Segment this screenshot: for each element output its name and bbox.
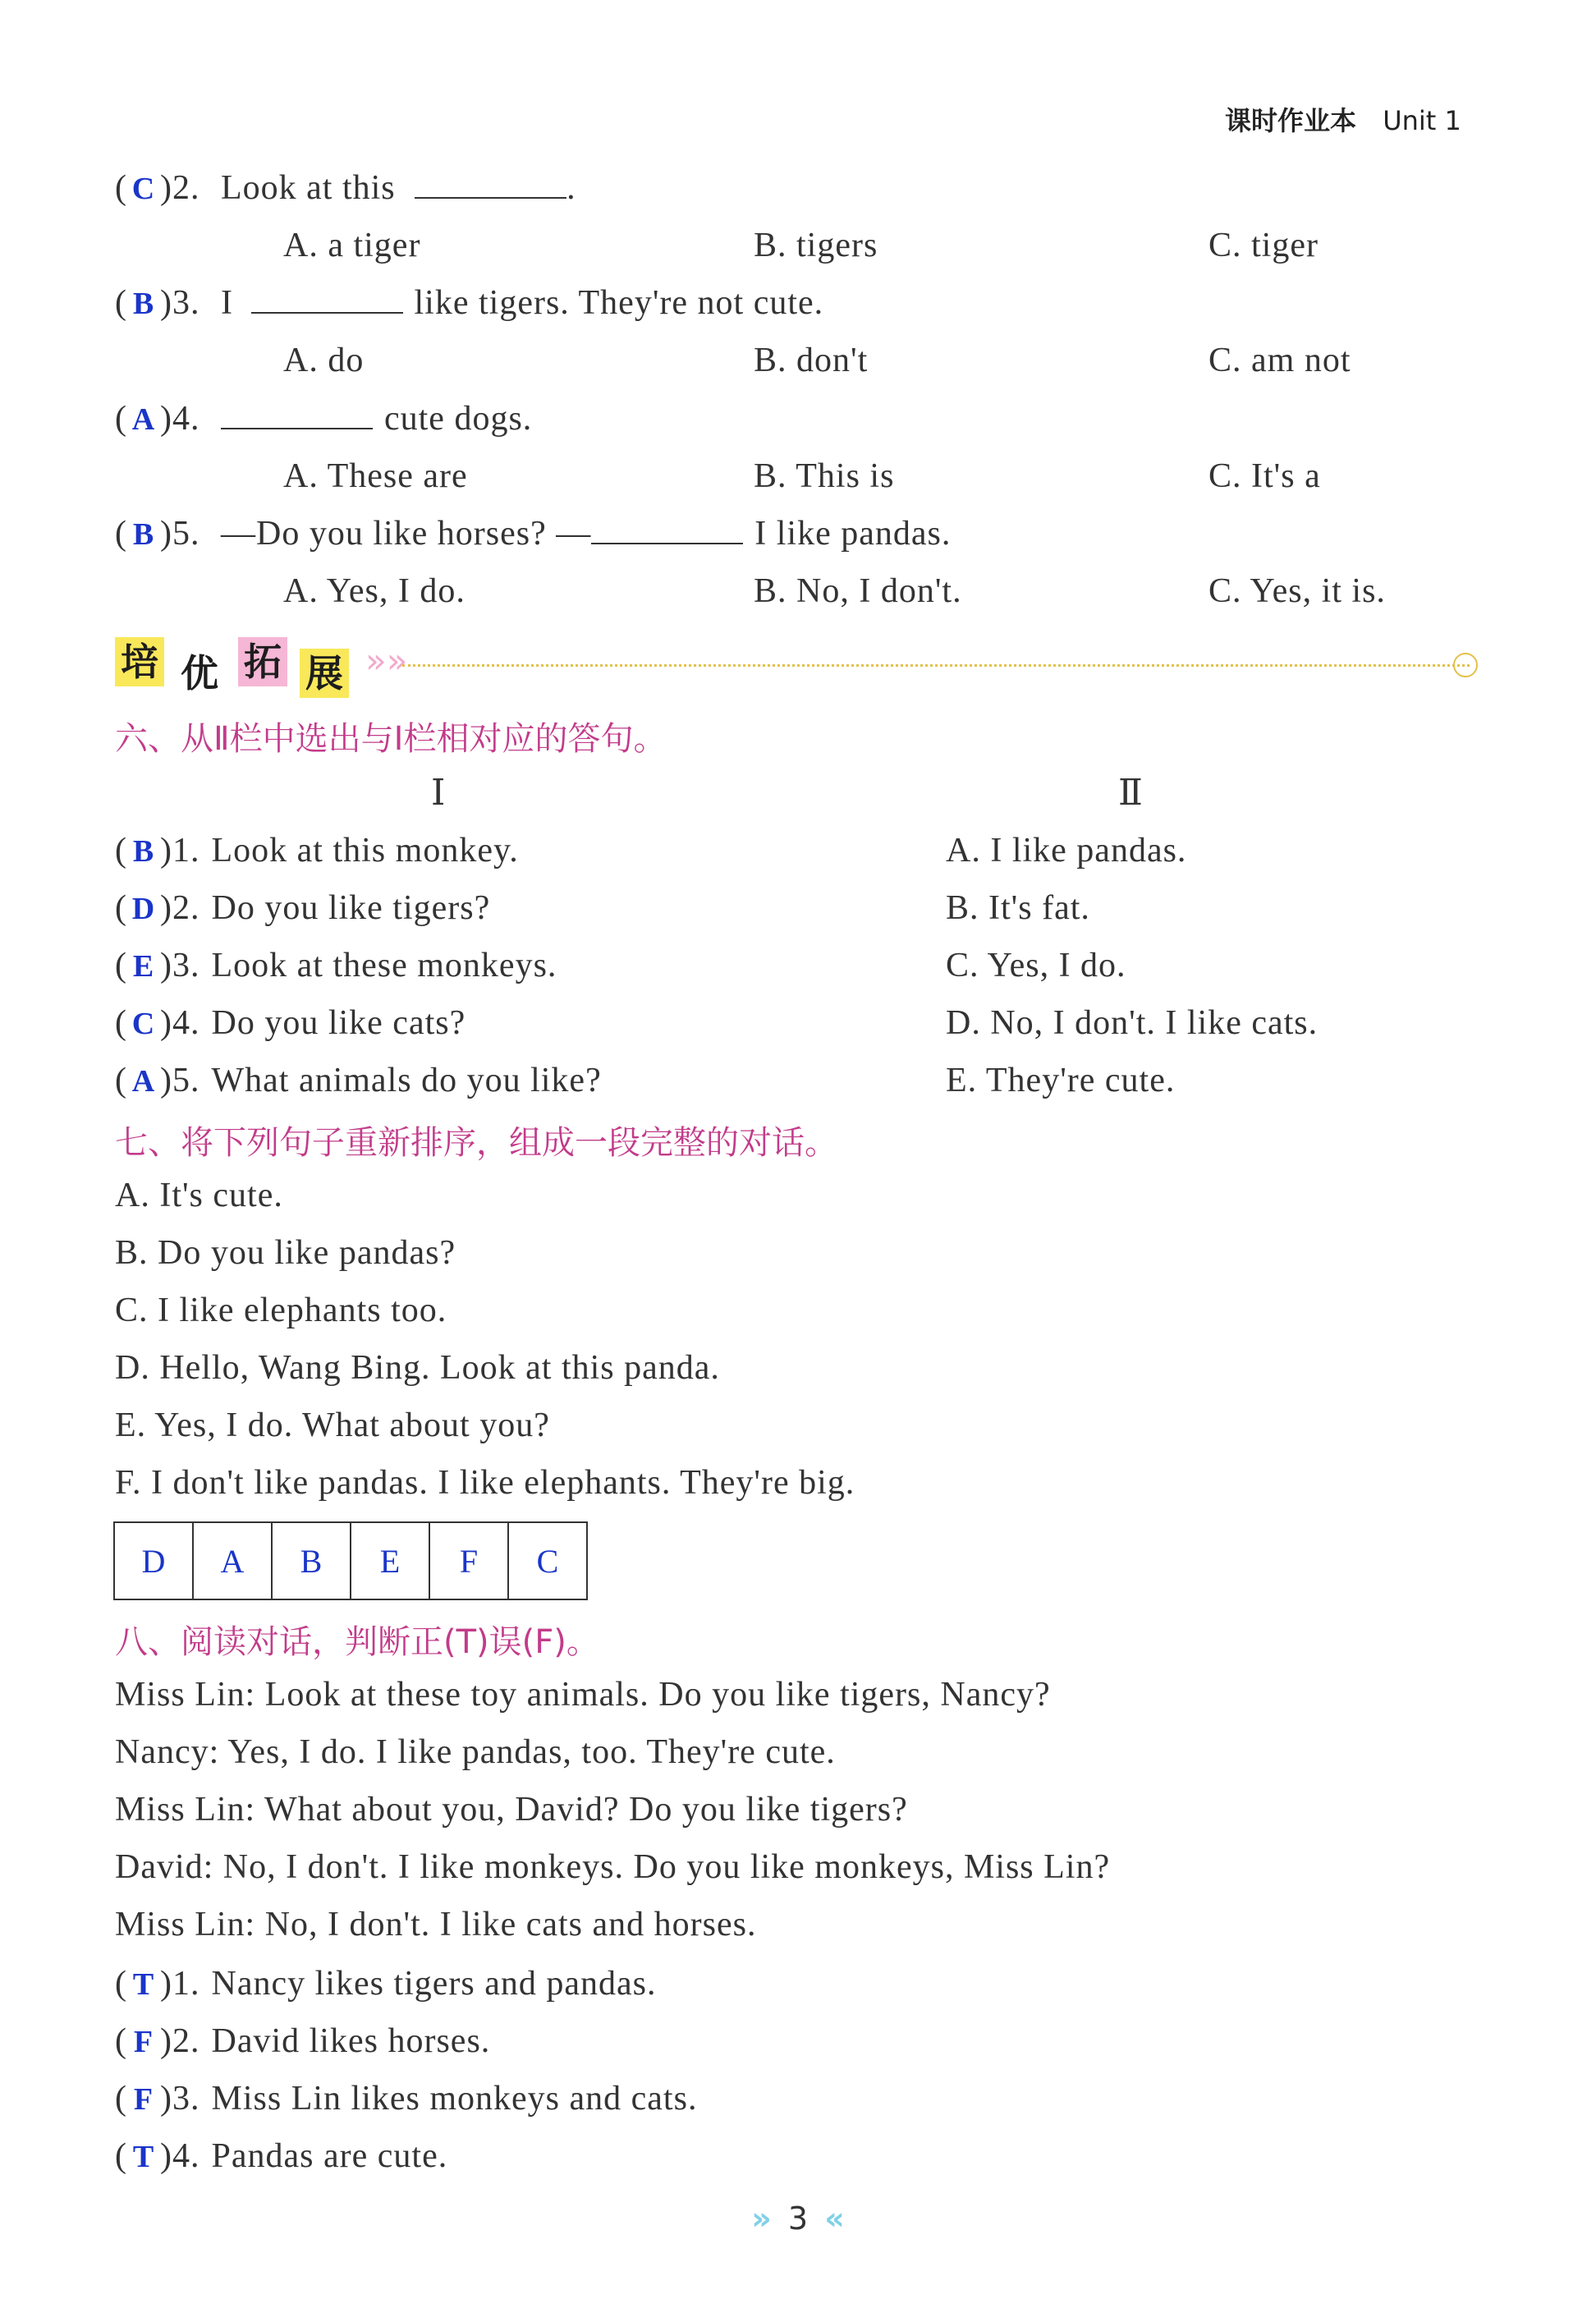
question-number: )2. bbox=[160, 169, 200, 207]
answer-mark: F bbox=[133, 2082, 154, 2117]
page-header bbox=[1225, 100, 1461, 138]
sentence-f: F. I don't like pandas. I like elephants. They're big. bbox=[115, 1464, 855, 1502]
page-footer bbox=[0, 2200, 1596, 2237]
answer-blank bbox=[221, 400, 373, 429]
match-item-4: ( C )4. Do you like cats? bbox=[115, 1004, 466, 1042]
option-a: A. do bbox=[283, 342, 365, 379]
order-cell-1: D bbox=[115, 1523, 194, 1599]
order-cell-3: B bbox=[273, 1523, 351, 1599]
option-c: C. It's a bbox=[1208, 457, 1321, 495]
question-number: )3. bbox=[160, 284, 200, 322]
banner-end-icon bbox=[1453, 653, 1478, 677]
dialogue-line-4: David: No, I don't. I like monkeys. Do you like monkeys, Miss Lin? bbox=[115, 1848, 1111, 1886]
dialogue-line-3: Miss Lin: What about you, David? Do you like tigers? bbox=[115, 1791, 908, 1829]
sentence-c: C. I like elephants too. bbox=[115, 1292, 447, 1329]
column-1-header: Ⅰ bbox=[431, 773, 446, 813]
mc-question-5: ( B )5. —Do you like horses? — I like pandas. bbox=[115, 515, 952, 553]
banner-divider bbox=[402, 664, 1470, 667]
option-c: C. Yes, it is. bbox=[1208, 572, 1386, 610]
option-a: A. These are bbox=[283, 457, 468, 495]
order-answer-grid bbox=[113, 1521, 588, 1600]
option-b: B. This is bbox=[754, 457, 895, 495]
option-b: B. tigers bbox=[754, 227, 878, 264]
answer-mark: B bbox=[132, 287, 155, 321]
order-cell-4: E bbox=[351, 1523, 430, 1599]
question-number: )5. bbox=[160, 515, 200, 553]
sentence-a: A. It's cute. bbox=[115, 1177, 283, 1214]
sentence-d: D. Hello, Wang Bing. Look at this panda. bbox=[115, 1349, 720, 1387]
answer-mark: A bbox=[131, 1064, 156, 1099]
section6-title: 六、从Ⅱ栏中选出与Ⅰ栏相对应的答句。 bbox=[115, 720, 667, 758]
answer-blank bbox=[251, 284, 403, 314]
option-c: C. am not bbox=[1208, 342, 1351, 379]
answer-mark: D bbox=[131, 892, 156, 926]
sentence-e: E. Yes, I do. What about you? bbox=[115, 1406, 550, 1444]
banner-char-3: 拓 bbox=[238, 637, 287, 686]
option-a: A. Yes, I do. bbox=[283, 572, 466, 610]
footer-left-arrows: » bbox=[751, 2200, 772, 2237]
match-item-5: ( A )5. What animals do you like? bbox=[115, 1062, 602, 1099]
match-item-2: ( D )2. Do you like tigers? bbox=[115, 889, 491, 927]
tf-item-2: ( F )2. David likes horses. bbox=[115, 2022, 491, 2060]
match-option-a: A. I like pandas. bbox=[946, 832, 1187, 870]
page-number: 3 bbox=[787, 2200, 809, 2237]
option-c: C. tiger bbox=[1208, 227, 1319, 264]
order-cell-5: F bbox=[430, 1523, 509, 1599]
answer-mark: F bbox=[133, 2025, 154, 2059]
answer-mark: E bbox=[132, 949, 155, 984]
tf-item-4: ( T )4. Pandas are cute. bbox=[115, 2137, 448, 2175]
tf-item-1: ( T )1. Nancy likes tigers and pandas. bbox=[115, 1965, 657, 2003]
option-b: B. don't bbox=[754, 342, 869, 379]
question-stem-end: like tigers. They're not cute. bbox=[414, 284, 824, 322]
mc-question-3: ( B )3. I like tigers. They're not cute. bbox=[115, 284, 824, 322]
dialogue-line-2: Nancy: Yes, I do. I like pandas, too. They're cute. bbox=[115, 1733, 836, 1771]
answer-mark: T bbox=[132, 2140, 155, 2174]
banner-char-2: 优 bbox=[175, 649, 224, 698]
question-stem: I bbox=[221, 284, 233, 322]
question-number: )4. bbox=[160, 400, 200, 438]
match-option-e: E. They're cute. bbox=[946, 1062, 1176, 1099]
match-option-d: D. No, I don't. I like cats. bbox=[946, 1004, 1319, 1042]
option-b: B. No, I don't. bbox=[754, 572, 962, 610]
banner-arrows: »» bbox=[365, 640, 408, 681]
answer-mark: C bbox=[131, 172, 156, 206]
question-stem: —Do you like horses? — bbox=[221, 515, 592, 553]
column-2-header: Ⅱ bbox=[1118, 773, 1143, 813]
match-option-b: B. It's fat. bbox=[946, 889, 1090, 927]
order-cell-2: A bbox=[194, 1523, 273, 1599]
banner-char-1: 培 bbox=[115, 637, 164, 686]
question-stem-end: I like pandas. bbox=[754, 515, 952, 553]
section7-title: 七、将下列句子重新排序，组成一段完整的对话。 bbox=[115, 1124, 837, 1162]
answer-mark: A bbox=[131, 402, 156, 437]
section8-title: 八、阅读对话，判断正(T)误(F)。 bbox=[115, 1623, 599, 1661]
match-item-1: ( B )1. Look at this monkey. bbox=[115, 832, 519, 870]
dialogue-line-5: Miss Lin: No, I don't. I like cats and horses. bbox=[115, 1906, 757, 1943]
answer-mark: B bbox=[132, 834, 155, 869]
mc-question-4: ( A )4. cute dogs. bbox=[115, 400, 533, 438]
answer-mark: T bbox=[132, 1967, 155, 2002]
answer-blank bbox=[415, 169, 566, 199]
tf-item-3: ( F )3. Miss Lin likes monkeys and cats. bbox=[115, 2080, 698, 2118]
dialogue-line-1: Miss Lin: Look at these toy animals. Do you like tigers, Nancy? bbox=[115, 1676, 1051, 1714]
header-title: 课时作业本 bbox=[1225, 105, 1357, 136]
order-cell-6: C bbox=[536, 1542, 559, 1580]
match-option-c: C. Yes, I do. bbox=[946, 947, 1126, 984]
question-stem: Look at this bbox=[221, 169, 396, 207]
answer-mark: C bbox=[131, 1007, 156, 1041]
answer-mark: B bbox=[132, 517, 155, 552]
answer-blank bbox=[591, 515, 743, 544]
mc-question-2: ( C )2. Look at this . bbox=[115, 169, 576, 207]
header-unit: Unit 1 bbox=[1383, 105, 1461, 136]
banner-char-4: 展 bbox=[300, 649, 349, 698]
footer-right-arrows: « bbox=[824, 2200, 845, 2237]
question-stem-end: cute dogs. bbox=[384, 400, 533, 438]
match-item-3: ( E )3. Look at these monkeys. bbox=[115, 947, 557, 984]
sentence-b: B. Do you like pandas? bbox=[115, 1234, 456, 1272]
question-stem-end: . bbox=[566, 169, 576, 207]
option-a: A. a tiger bbox=[283, 227, 421, 264]
